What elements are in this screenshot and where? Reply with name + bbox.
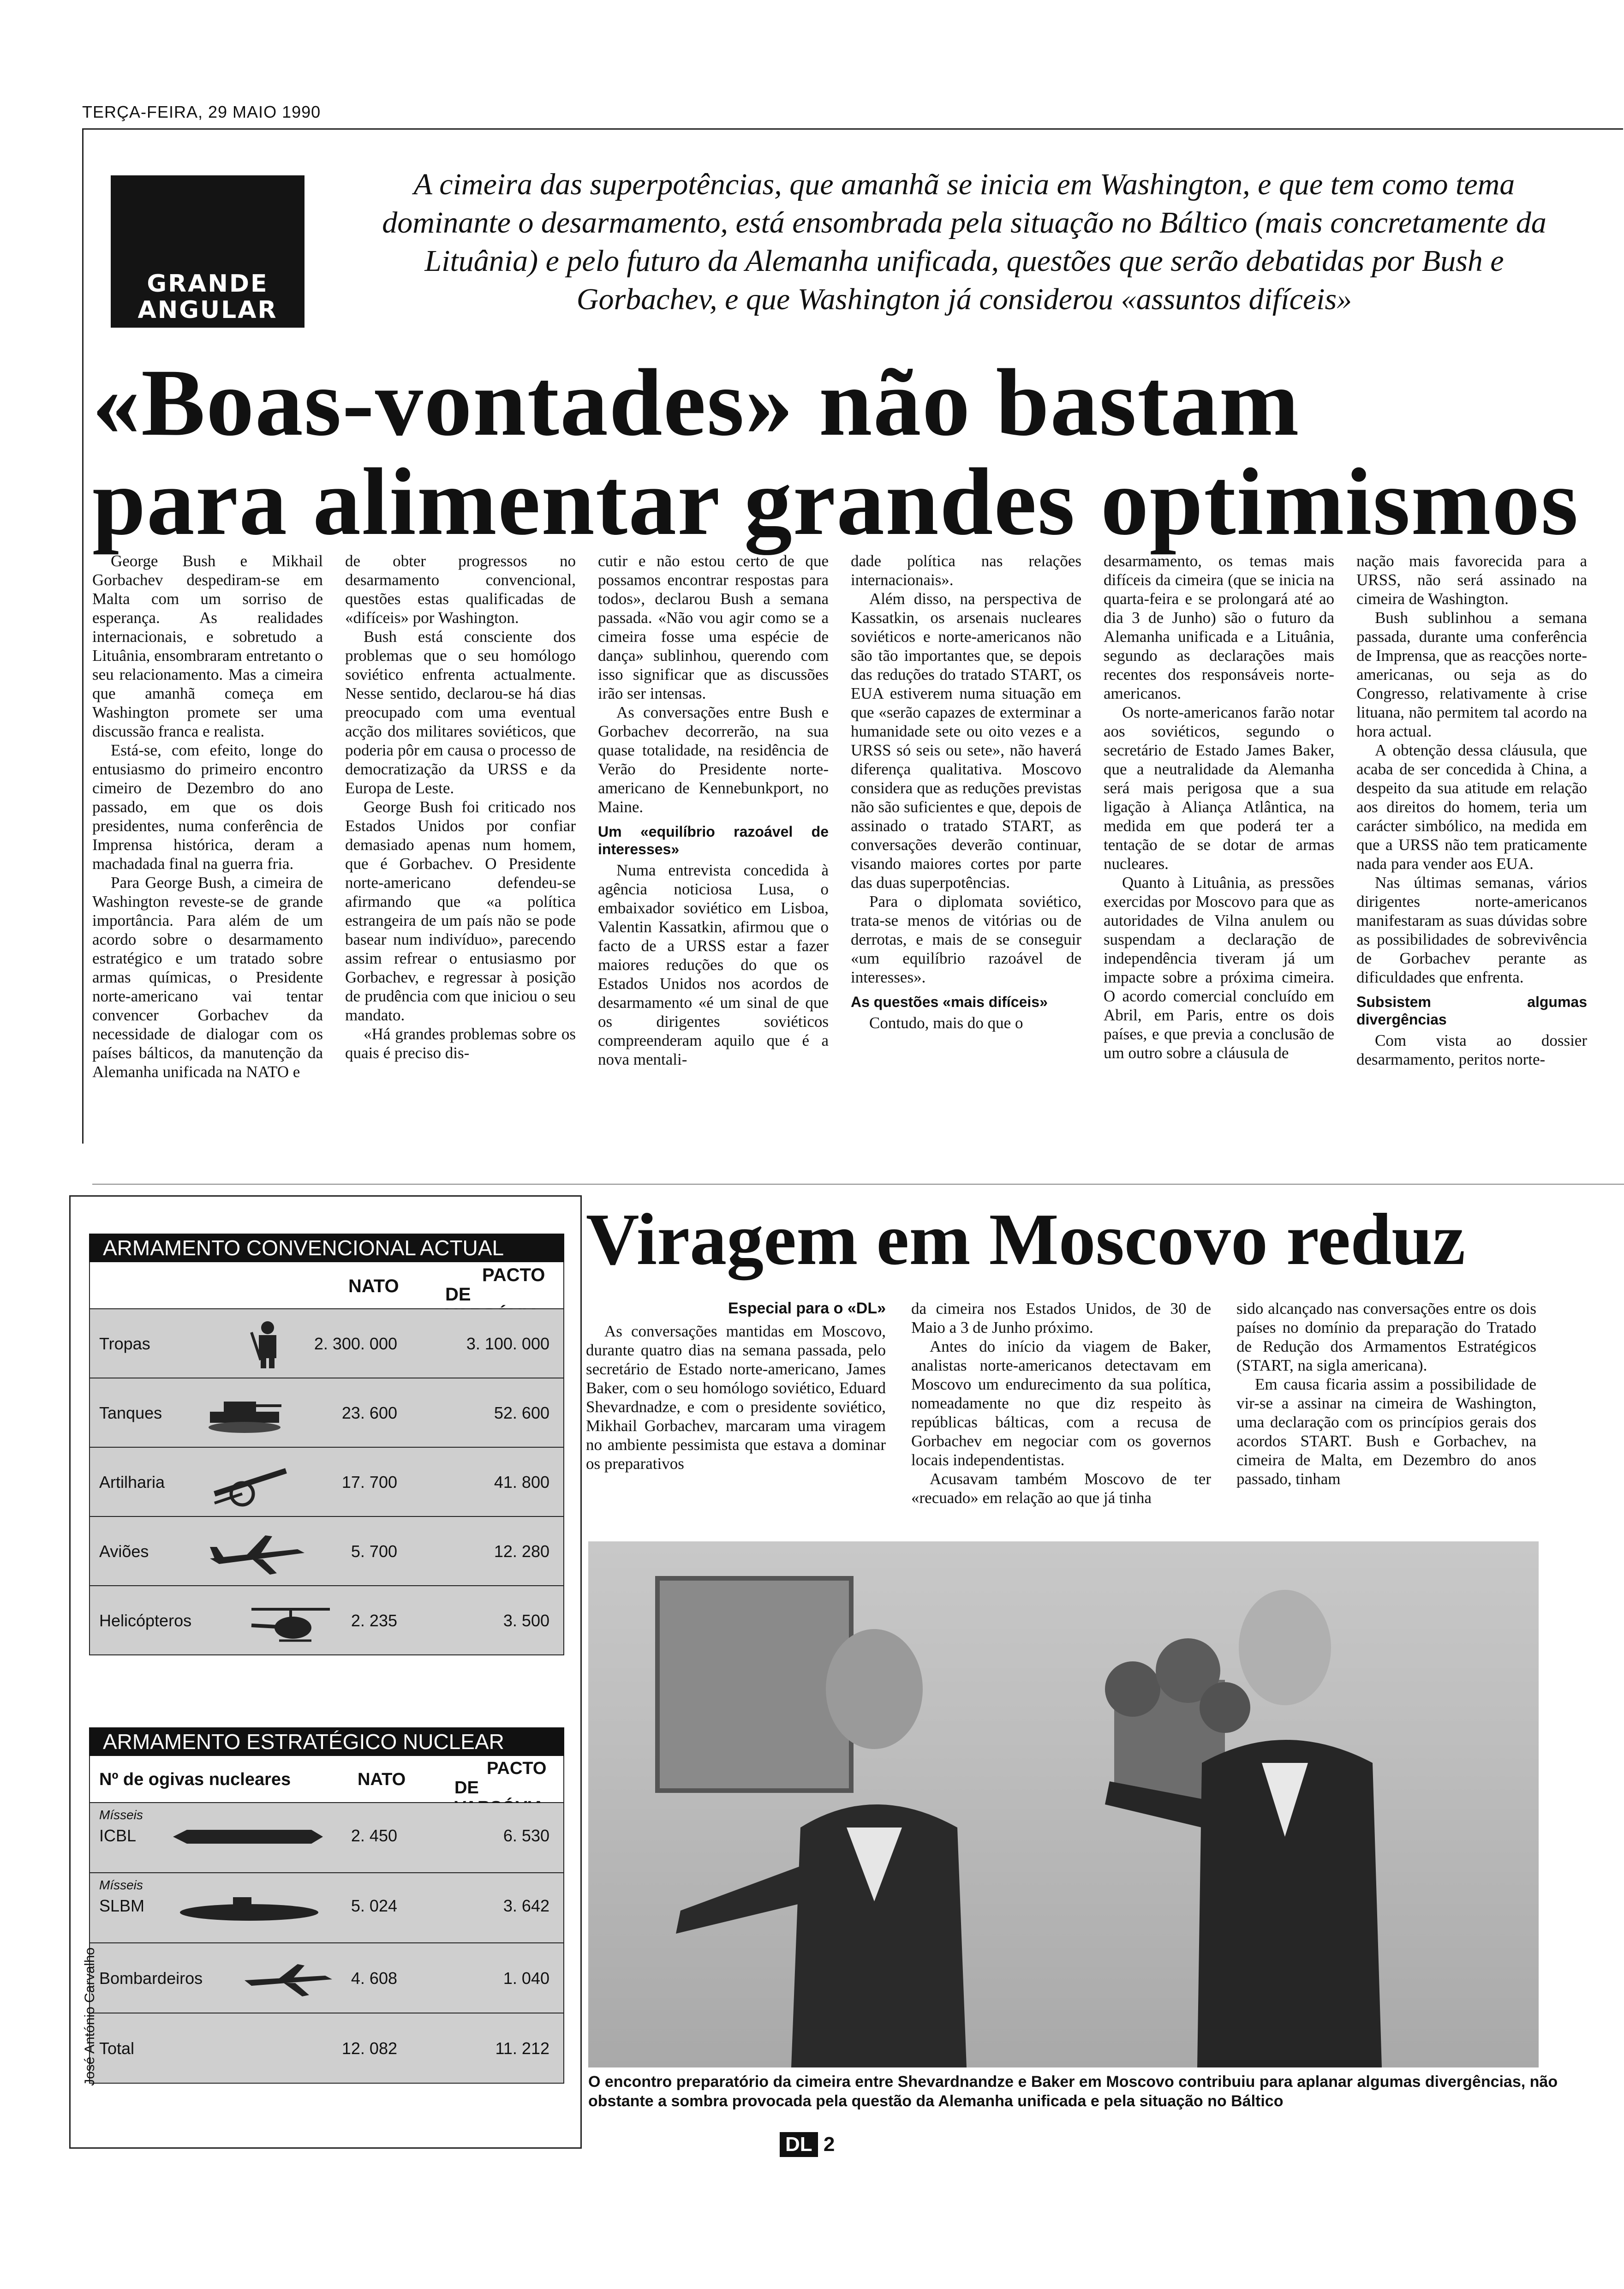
pacto-value: 3. 642 — [503, 1896, 549, 1915]
byline: Especial para o «DL» — [728, 1300, 886, 1317]
section-logo-line1: GRANDE — [147, 270, 269, 298]
row-label: SLBM — [99, 1896, 145, 1915]
nato-value: 17. 700 — [341, 1473, 397, 1492]
paragraph: Os norte-americanos farão notar aos soviéticos, segundo o secretário de Estado James Baker, que a neutralidade da Alemanha será mais perigosa que a sua ligação à Aliança Atlântica, na medida em que poderá ter a tentação de se dotar de armas nucleares. — [1104, 703, 1334, 873]
main-headline — [92, 349, 1596, 555]
pacto-value: 11. 212 — [495, 2039, 549, 2058]
col-header-label: Nº de ogivas nucleares — [99, 1770, 291, 1789]
paragraph: Em causa ficaria assim a possibilidade de vir-se a assinar na cimeira de Washington, uma declaração com os princípios gerais dos acordos START. Bush e Gorbachev, na cimeira de Malta, em Dezembro do anos passado, tinham — [1236, 1375, 1536, 1488]
photo-image — [588, 1541, 1539, 2067]
table-row — [89, 1873, 564, 1943]
row-label: ICBL — [99, 1826, 137, 1845]
article-column-3 — [598, 551, 829, 1184]
left-rule — [82, 128, 84, 1144]
missile-icon — [173, 1825, 325, 1848]
table-row — [89, 1943, 564, 2013]
subheading: Subsistem algumas divergências — [1356, 994, 1587, 1028]
lead-paragraph: A cimeira das superpotências, que amanhã se inicia em Washington, e que tem como tema dominante o desarmamento, está ensombrada pela situação no Báltico (mais concretamente da Lituânia) e pelo futuro da Alemanha unificada, questões que serão debatidas por Bush e Gorbachev, e que Washington já considerou «assuntos difíceis» — [382, 168, 1546, 316]
second-article-column-3 — [1236, 1299, 1536, 1507]
newspaper-logo: DL — [780, 2132, 818, 2157]
col-header-pacto: PACTO — [482, 1265, 545, 1285]
col-header-varsovia: DE — [445, 1284, 471, 1305]
top-rule — [82, 128, 1623, 130]
table-row — [89, 1448, 564, 1517]
article-column-2 — [345, 551, 576, 1184]
subheading: Um «equilíbrio razoável de interesses» — [598, 823, 829, 857]
armament-tables-box — [69, 1195, 582, 2149]
col-header-nato: NATO — [358, 1770, 406, 1789]
paragraph: Com vista ao dossier desarmamento, peritos norte- — [1356, 1031, 1587, 1068]
paragraph: Antes do início da viagem de Baker, analistas norte-americanos detectavam em Moscovo um endurecimento da sua política, nomeadamente no que diz respeito às repúblicas bálticas, com a recusa de Gorbachev em negociar com os governos locais independentistas. — [911, 1337, 1211, 1469]
table-row — [89, 1309, 564, 1378]
paragraph: George Bush foi criticado nos Estados Unidos por confiar demasiado apenas num homem, que é Gorbachev. O Presidente norte-americano defendeu-se afirmando que «a política estrangeira de um país não se pode basear num indivíduo», parecendo assim refrear o entusiasmo por Gorbachev, e regressar à posição de prudência com que iniciou o seu mandato. — [345, 798, 576, 1024]
paragraph: Além disso, na perspectiva de Kassatkin, os arsenais nucleares soviéticos e norte-americanos não são tão importantes que, se depois das reduções do tratado START, os EUA estiverem numa situação em que «serão capazes de exterminar a humanidade sete ou oito vezes e a URSS só seis ou sete», não haverá diferença qualitativa. Moscovo considera que as reduções previstas não são suficientes e que, depois de assinado o tratado START, as conversações deverão continuar, visando maiores cortes por parte das duas superpotências. — [851, 590, 1081, 892]
section-logo — [111, 175, 304, 328]
article-column-6 — [1356, 551, 1587, 1184]
pacto-value: 12. 280 — [494, 1542, 549, 1561]
airplane-icon — [205, 1531, 307, 1577]
table-title: ARMAMENTO ESTRATÉGICO NUCLEAR — [89, 1727, 564, 1756]
pacto-value: 52. 600 — [494, 1403, 549, 1422]
paragraph: Acusavam também Moscovo de ter «recuado» em relação ao que já tinha — [911, 1470, 1211, 1507]
bomber-icon — [242, 1962, 334, 1999]
paragraph: A obtenção dessa cláusula, que acaba de ser concedida à China, a despeito da sua atitude em relação aos direitos do homem, teria um carácter simbólico, na medida em que a URSS não tem praticamente nada para vender aos EUA. — [1356, 741, 1587, 873]
table-row — [89, 1586, 564, 1655]
paragraph: Numa entrevista concedida à agência noticiosa Lusa, o embaixador soviético em Lisboa, Valentin Kassatkin, afirmou que o facto de a URSS estar a fazer maiores reduções do que os Estados Unidos nos acordos de desarmamento «é um sinal de que os dirigentes soviéticos compreenderam aquilo que é a nova mentali- — [598, 861, 829, 1068]
section-divider — [92, 1184, 1624, 1185]
row-label: Total — [99, 2039, 135, 2058]
table-header — [89, 1756, 564, 1803]
table-row — [89, 2013, 564, 2084]
paragraph: Está-se, com efeito, longe do entusiasmo do primeiro encontro cimeiro de Dezembro do ano passado, em que os dois presidentes, numa conferência de Imprensa histórica, deram a machadada final na guerra fria. — [92, 741, 323, 873]
paragraph: Bush sublinhou a semana passada, durante uma conferência de Imprensa, que as reacções norte-americanas, ou seja as do Congresso, relativamente à crise lituana, não permitem tal acordo na hora actual. — [1356, 609, 1587, 740]
paragraph: nação mais favorecida para a URSS, não será assinado na cimeira de Washington. — [1356, 552, 1587, 608]
table-header — [89, 1262, 564, 1309]
pacto-value: 6. 530 — [503, 1826, 549, 1845]
second-article-column-1 — [586, 1299, 886, 1507]
pacto-value: 41. 800 — [494, 1473, 549, 1492]
soldier-icon — [242, 1318, 293, 1369]
paragraph: Quanto à Lituânia, as pressões exercidas por Moscovo para que as autoridades de Vilna anulem ou suspendam a declaração de independência tiveram já um impacte sobre a próxima cimeira. O acordo comercial concluído em Abril, em Paris, entre os dois países, e que previa a conclusão de um outro sobre a cláusula de — [1104, 874, 1334, 1062]
nato-value: 5. 700 — [351, 1542, 397, 1561]
row-label: Helicópteros — [99, 1611, 192, 1630]
paragraph: sido alcançado nas conversações entre os dois países no domínio da preparação do Tratado de Redução dos Armamentos Estratégicos (START, na sigla americana). — [1236, 1300, 1536, 1374]
row-sublabel: Mísseis — [99, 1878, 143, 1892]
pacto-value: 3. 100. 000 — [466, 1334, 549, 1353]
table-row — [89, 1803, 564, 1873]
nato-value: 4. 608 — [351, 1969, 397, 1988]
conventional-arms-table — [89, 1234, 564, 1655]
paragraph: Para o diplomata soviético, trata-se menos de vitórias ou de derrotas, e mais de se conseguir «um equilíbrio razoável de interesses». — [851, 893, 1081, 986]
submarine-icon — [178, 1892, 321, 1924]
issue-date: TERÇA-FEIRA, 29 MAIO 1990 — [82, 102, 321, 121]
pacto-value: 1. 040 — [503, 1969, 549, 1988]
headline-line1: «Boas-vontades» não bastam — [92, 349, 1300, 455]
paragraph: da cimeira nos Estados Unidos, de 30 de Maio a 3 de Junho próximo. — [911, 1300, 1211, 1336]
row-label: Tanques — [99, 1403, 162, 1422]
row-label: Aviões — [99, 1542, 149, 1561]
tank-icon — [205, 1397, 284, 1434]
table-row — [89, 1378, 564, 1448]
row-label: Artilharia — [99, 1473, 165, 1492]
news-photo — [588, 1541, 1539, 2067]
subheading: As questões «mais difíceis» — [851, 994, 1048, 1010]
paragraph: As conversações mantidas em Moscovo, durante quatro dias na semana passada, pelo secretário de Estado norte-americano, James Baker, com o seu homólogo soviético, Eduard Shevardnadze, e com o presidente soviético, Mikhail Gorbachev, marcaram uma viragem no ambiente pessimista que estava a dominar os preparativos — [586, 1322, 886, 1473]
paragraph: desarmamento, os temas mais difíceis da cimeira (que se inicia na quarta-feira e se prolongará até ao dia 3 de Junho) são o futuro da Alemanha unificada e a Lituânia, segundo as declarações mais recentes dos responsáveis norte-americanos. — [1104, 552, 1334, 702]
headline-line2: para alimentar grandes optimismos — [92, 449, 1579, 555]
nato-value: 12. 082 — [341, 2039, 397, 2058]
article-column-4 — [851, 551, 1081, 1184]
pacto-value: 3. 500 — [503, 1611, 549, 1630]
page-number: 2 — [823, 2133, 835, 2156]
row-label: Bombardeiros — [99, 1969, 203, 1988]
article-body — [92, 551, 1587, 1184]
nato-value: 2. 235 — [351, 1611, 397, 1630]
table-title: ARMAMENTO CONVENCIONAL ACTUAL — [89, 1234, 564, 1262]
nato-value: 2. 300. 000 — [314, 1334, 397, 1353]
paragraph: de obter progressos no desarmamento convencional, questões estas qualificadas de «difíceis» por Washington. — [345, 552, 576, 627]
paragraph: dade política nas relações internacionais». — [851, 552, 1081, 589]
second-article-body — [586, 1299, 1536, 1507]
paragraph: «Há grandes problemas sobre os quais é preciso dis- — [345, 1025, 576, 1062]
col-header-pacto: PACTO — [487, 1759, 547, 1778]
second-article-column-2 — [911, 1299, 1211, 1507]
nato-value: 2. 450 — [351, 1826, 397, 1845]
paragraph: cutir e não estou certo de que possamos encontrar respostas para todos», declarou Bush a semana passada. «Não vou agir como se a cimeira fosse uma espécie de dança» sublinhou, querendo com isso significar que as discussões irão ser intensas. — [598, 552, 829, 702]
nuclear-arms-table — [89, 1727, 564, 2084]
table-row — [89, 1517, 564, 1586]
paragraph: Nas últimas semanas, vários dirigentes norte-americanos manifestaram as suas dúvidas sobre as possibilidades de sobrevivência de Gorbachev perante as dificuldades que enfrenta. — [1356, 874, 1587, 986]
second-headline: Viragem em Moscovo reduz — [586, 1198, 1466, 1280]
paragraph: George Bush e Mikhail Gorbachev despediram-se em Malta com um sorriso de esperança. As realidades internacionais, e sobretudo a Lituânia, ensombraram entretanto o seu relacionamento. Mas a cimeira que amanhã começa em Washington promete ser uma discussão franca e realista. — [92, 552, 323, 740]
article-column-5 — [1104, 551, 1334, 1184]
article-column-1 — [92, 551, 323, 1184]
paragraph: Para George Bush, a cimeira de Washington reveste-se de grande importância. Para além de um acordo sobre o desarmamento estratégico e um tratado sobre armas químicas, o Presidente norte-americano vai tentar convencer Gorbachev da necessidade de dialogar com os países bálticos, da manutenção da Alemanha unificada na NATO e — [92, 874, 323, 1081]
section-logo-line2: ANGULAR — [137, 296, 278, 324]
helicopter-icon — [242, 1600, 334, 1646]
row-label: Tropas — [99, 1334, 150, 1353]
page-footer — [780, 2132, 835, 2157]
photo-caption: O encontro preparatório da cimeira entre Shevardnandze e Baker em Moscovo contribuiu para aplanar algumas divergências, não obstante a sombra provocada pela questão da Alemanha unificada e pela situação no Báltico — [588, 2073, 1558, 2110]
row-sublabel: Mísseis — [99, 1808, 143, 1822]
paragraph: As conversações entre Bush e Gorbachev decorrerão, na sua quase totalidade, na residência de Verão do Presidente norte-americano de Kennebunkport, no Maine. — [598, 703, 829, 816]
col-header-varsovia: DE — [454, 1778, 479, 1798]
artillery-icon — [205, 1462, 293, 1508]
col-header-nato: NATO — [348, 1276, 399, 1296]
nato-value: 23. 600 — [341, 1403, 397, 1422]
graphics-credit: José António Carvalho — [82, 1947, 97, 2086]
nato-value: 5. 024 — [351, 1896, 397, 1915]
paragraph: Bush está consciente dos problemas que o seu homólogo soviético enfrenta actualmente. Nesse sentido, declarou-se há dias preocupado com uma eventual acção dos militares soviéticos, que poderia pôr em causa o processo de democratização da URSS e da Europa de Leste. — [345, 628, 576, 797]
paragraph: Contudo, mais do que o — [869, 1014, 1023, 1032]
